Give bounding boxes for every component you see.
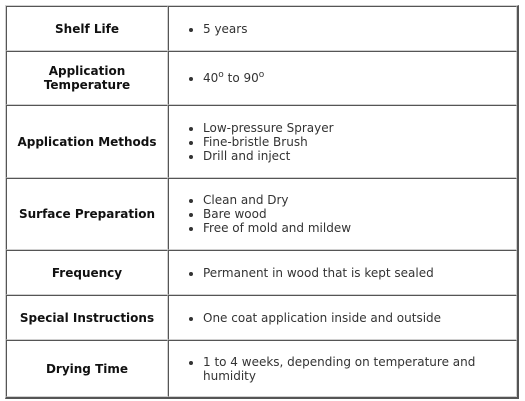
list-item: • Free of mold and mildew	[203, 221, 510, 235]
row-value	[168, 250, 517, 295]
row-value	[168, 51, 517, 105]
table-row	[6, 6, 517, 51]
list-item	[203, 71, 510, 85]
row-label: Application Methods	[6, 105, 168, 178]
table-row	[6, 340, 517, 397]
degree-symbol: o	[218, 70, 224, 80]
row-label: Frequency	[6, 250, 168, 295]
list-item: • 1 to 4 weeks, depending on temperature and humidity	[203, 355, 510, 383]
table-row	[6, 105, 517, 178]
list-item: • Bare wood	[203, 207, 510, 221]
list-item: • Clean and Dry	[203, 193, 510, 207]
table-row	[6, 250, 517, 295]
table-row	[6, 295, 517, 340]
list-item: • Fine-bristle Brush	[203, 135, 510, 149]
value-list	[187, 71, 510, 85]
row-value	[168, 295, 517, 340]
row-value	[168, 340, 517, 397]
value-list	[187, 355, 510, 383]
row-label: Surface Preparation	[6, 178, 168, 250]
value-list	[187, 22, 510, 36]
list-item: • Low-pressure Sprayer	[203, 121, 510, 135]
row-value	[168, 178, 517, 250]
value-list	[187, 266, 510, 280]
list-item: • Drill and inject	[203, 149, 510, 163]
specifications-table	[5, 5, 519, 399]
row-label: Shelf Life	[6, 6, 168, 51]
temperature-max: 90	[243, 71, 259, 85]
row-label: Special Instructions	[6, 295, 168, 340]
degree-symbol: o	[258, 70, 265, 80]
range-separator: to	[223, 71, 244, 85]
value-list	[187, 193, 510, 235]
row-value	[168, 6, 517, 51]
row-value	[168, 105, 517, 178]
row-label: Application Temperature	[6, 51, 168, 105]
row-label: Drying Time	[6, 340, 168, 397]
temperature-min: 40	[203, 71, 219, 85]
list-item: • Permanent in wood that is kept sealed	[203, 266, 510, 280]
value-list	[187, 121, 510, 163]
table-row	[6, 178, 517, 250]
table-row	[6, 51, 517, 105]
list-item: • 5 years	[203, 22, 510, 36]
value-list	[187, 311, 510, 325]
list-item: • One coat application inside and outside	[203, 311, 510, 325]
